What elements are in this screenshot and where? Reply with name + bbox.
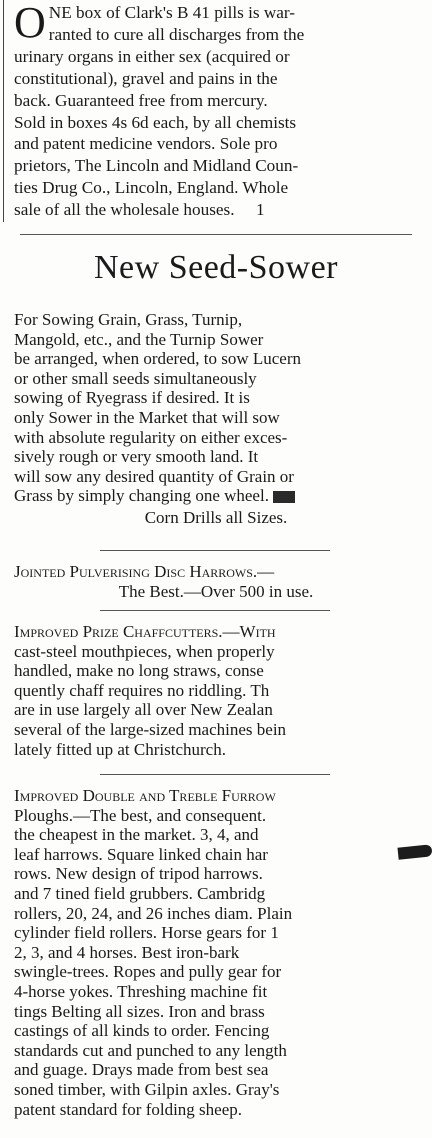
ink-smudge	[397, 844, 432, 859]
ploughs-line: 2, 3, and 4 horses. Best iron-bark	[14, 942, 240, 962]
ploughs-line: tings Belting all sizes. Iron and brass	[14, 1001, 265, 1021]
body-line	[14, 486, 418, 506]
ploughs-line: rollers, 20, 24, and 26 inches diam. Plain	[14, 903, 293, 923]
ploughs-line: and guage. Drays made from best sea	[14, 1060, 269, 1080]
corn-drills-line: Corn Drills all Sizes.	[144, 507, 288, 527]
ad1-line: NE box of Clark's B 41 pills is war-	[48, 3, 296, 22]
body-line: with absolute regularity on either exces-	[14, 427, 288, 447]
chaffcutters-line: handled, make no long straws, conse	[14, 661, 264, 681]
ploughs-line: rows. New design of tripod harrows.	[14, 864, 263, 884]
body-line: sowing of Ryegrass if desired. It is	[14, 388, 250, 408]
ad1-line: back. Guaranteed free from mercury.	[14, 90, 268, 110]
drop-cap: O	[14, 0, 46, 47]
chaffcutters-line: quently chaff requires no riddling. Th	[14, 680, 270, 700]
ink-blot	[273, 491, 295, 503]
body-line: or other small seeds simultaneously	[14, 368, 257, 388]
ad1-line: sale of all the wholesale houses. 1	[14, 200, 265, 220]
ploughs-line: swingle-trees. Ropes and pully gear for	[14, 962, 282, 982]
chaffcutters-section	[14, 622, 418, 759]
ad1-line: urinary organs in either sex (acquired or	[14, 46, 290, 66]
chaffcutters-line: cast-steel mouthpieces, when properly	[14, 641, 275, 661]
ploughs-line: castings of all kinds to order. Fencing	[14, 1021, 270, 1041]
ad1-line: and patent medicine vendors. Sole pro	[14, 134, 278, 154]
body-line: be arranged, when ordered, to sow Lucern	[14, 349, 301, 369]
short-divider	[100, 550, 330, 551]
ad1-line: Sold in boxes 4s 6d each, by all chemists	[14, 112, 297, 132]
body-line: For Sowing Grain, Grass, Turnip,	[14, 310, 243, 329]
ad1-line: ties Drug Co., Lincoln, England. Whole	[14, 178, 289, 198]
ploughs-line: 4-horse yokes. Threshing machine fit	[14, 981, 268, 1001]
ploughs-heading: Improved Double and Treble Furrow	[14, 786, 276, 805]
ad1-line: ranted to cure all discharges from the	[48, 24, 305, 44]
ploughs-line: leaf harrows. Square linked chain har	[14, 844, 268, 864]
clarks-pills-advertisement	[14, 2, 414, 221]
ploughs-line: soned timber, with Gilpin axles. Gray's	[14, 1079, 280, 1099]
harrows-line: The Best.—Over 500 in use.	[118, 581, 314, 601]
chaffcutters-line: lately fitted up at Christchurch.	[14, 739, 226, 759]
body-line: will sow any desired quantity of Grain or	[14, 466, 294, 486]
ploughs-line: cylinder field rollers. Horse gears for 1	[14, 923, 279, 943]
ploughs-line: and 7 tined field grubbers. Cambridg	[14, 883, 266, 903]
disc-harrows-section	[14, 562, 418, 601]
chaffcutters-line: several of the large-sized machines bein	[14, 719, 287, 739]
seed-sower-headline: New Seed-Sower	[94, 249, 338, 286]
harrows-heading: Jointed Pulverising Disc Harrows.—	[14, 562, 275, 581]
body-line: Mangold, etc., and the Turnip Sower	[14, 329, 264, 349]
chaffcutters-line: are in use largely all over New Zealan	[14, 700, 273, 720]
ploughs-line: Ploughs.—The best, and consequent.	[14, 805, 267, 825]
body-line: only Sower in the Market that will sow	[14, 407, 280, 427]
body-line-text: Grass by simply changing one wheel.	[14, 486, 269, 506]
ploughs-line: standards cut and punched to any length	[14, 1040, 287, 1060]
short-divider	[100, 774, 330, 775]
section-divider	[20, 234, 412, 235]
column-left-rule	[3, 0, 4, 222]
chaffcutters-heading: Improved Prize Chaffcutters.—With	[14, 622, 276, 641]
seed-sower-body	[14, 310, 418, 528]
ploughs-line: patent standard for folding sheep.	[14, 1099, 243, 1119]
ad1-line: prietors, The Lincoln and Midland Coun-	[14, 156, 299, 176]
body-line: sively rough or very smooth land. It	[14, 447, 259, 467]
ploughs-section	[14, 786, 418, 1119]
ad1-line: constitutional), gravel and pains in the	[14, 68, 278, 88]
short-divider	[100, 610, 330, 611]
ploughs-line: the cheapest in the market. 3, 4, and	[14, 825, 259, 845]
